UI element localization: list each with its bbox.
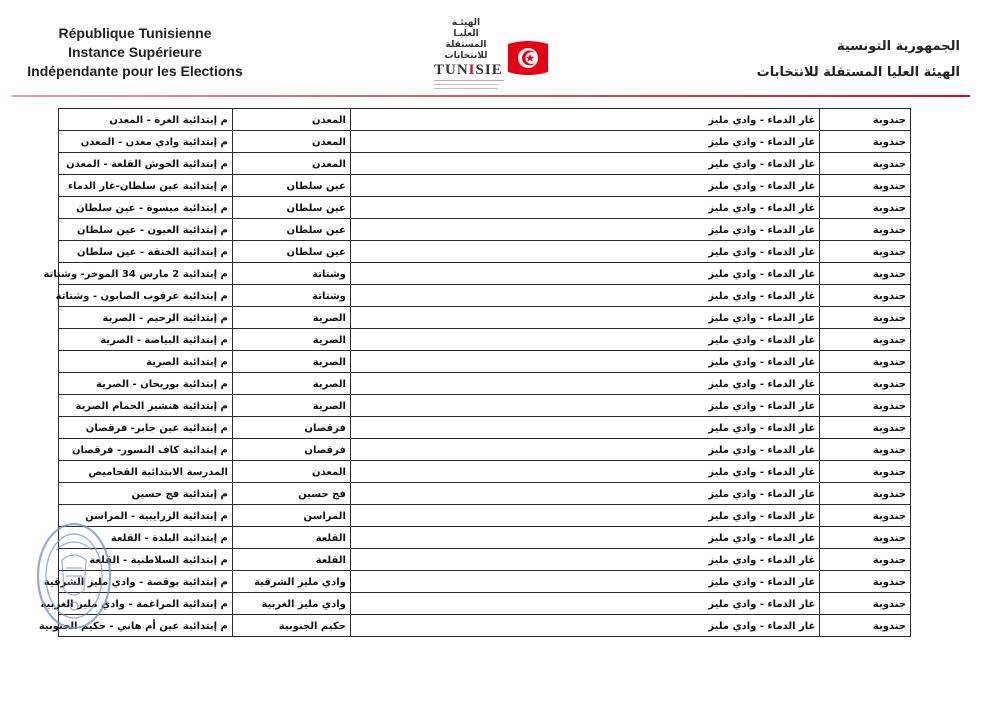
imada-cell: الصرية [232,351,350,373]
imada-cell: القلعة [232,527,350,549]
constituency-cell: غار الدماء - وادي مليز [350,395,819,417]
polling-office-cell: م إبتدائية الخنقة - عين سلطان [59,241,233,263]
constituency-cell: غار الدماء - وادي مليز [350,351,819,373]
constituency-cell: غار الدماء - وادي مليز [350,153,819,175]
imada-cell: فرقصان [232,417,350,439]
constituency-cell: غار الدماء - وادي مليز [350,593,819,615]
table-row [59,549,911,571]
constituency-cell: غار الدماء - وادي مليز [350,219,819,241]
official-stamp [34,520,114,632]
constituency-cell: غار الدماء - وادي مليز [350,373,819,395]
imada-cell: عين سلطان [232,219,350,241]
table-row [59,461,911,483]
imada-cell: فرقصان [232,439,350,461]
table-row [59,505,911,527]
governorate-cell: جندوبة [820,153,911,175]
table-row [59,571,911,593]
table-row [59,219,911,241]
table-row [59,395,911,417]
imada-cell: المعدن [232,461,350,483]
header-arabic [660,34,960,86]
polling-office-cell: م إبتدائية البلدة - القلعة [59,527,233,549]
table-row [59,131,911,153]
governorate-cell: جندوبة [820,395,911,417]
imada-cell: المعدن [232,131,350,153]
constituency-cell: غار الدماء - وادي مليز [350,175,819,197]
polling-office-cell: م إبتدائية ميسوة - عين سلطان [59,197,233,219]
imada-cell: عين سلطان [232,175,350,197]
imada-cell: حكيم الجنوبية [232,615,350,637]
table-row [59,351,911,373]
constituency-cell: غار الدماء - وادي مليز [350,527,819,549]
imada-cell: عين سلطان [232,197,350,219]
polling-office-cell: م إبتدائية الحوش القلعة - المعدن [59,153,233,175]
governorate-cell: جندوبة [820,351,911,373]
polling-office-cell: م إبتدائية عرقوب الصابون - وشتاتة [59,285,233,307]
header-ar-line1: الجمهورية التونسية [836,39,960,54]
table-row [59,373,911,395]
constituency-cell: غار الدماء - وادي مليز [350,109,819,131]
table-row [59,263,911,285]
table-body [38,109,911,637]
governorate-cell: جندوبة [820,109,911,131]
constituency-cell: غار الدماء - وادي مليز [350,615,819,637]
table-row [59,153,911,175]
polling-office-cell: م إبتدائية العيون - عين سلطان [59,219,233,241]
header-divider [12,95,970,97]
table-row [59,439,911,461]
polling-office-cell: م إبتدائية بوريحان - الصرية [59,373,233,395]
governorate-cell: جندوبة [820,483,911,505]
imada-cell: وشتاتة [232,263,350,285]
constituency-cell: غار الدماء - وادي مليز [350,549,819,571]
polling-office-cell: م إبتدائية الغرة - المعدن [59,109,233,131]
polling-office-cell: م إبتدائية الرحيم - الصرية [59,307,233,329]
table-row [59,593,911,615]
isie-logo [430,16,560,92]
table-row [59,417,911,439]
polling-office-cell: م إبتدائية 2 مارس 34 الموخر- وشتاتة [59,263,233,285]
governorate-cell: جندوبة [820,131,911,153]
polling-office-cell: المدرسة الابتدائية القحاميص [59,461,233,483]
constituency-cell: غار الدماء - وادي مليز [350,263,819,285]
constituency-cell: غار الدماء - وادي مليز [350,571,819,593]
table-row [59,109,911,131]
governorate-cell: جندوبة [820,263,911,285]
table-row [59,527,911,549]
table-row [59,197,911,219]
constituency-cell: غار الدماء - وادي مليز [350,197,819,219]
tunisia-flag-icon [504,38,552,78]
polling-office-cell: م إبتدائية بوقصة - وادي مليز الشرقية [59,571,233,593]
logo-ar-line2: العليـا [453,29,479,39]
imada-cell: المراسن [232,505,350,527]
imada-cell: المعدن [232,153,350,175]
governorate-cell: جندوبة [820,285,911,307]
imada-cell: الصرية [232,307,350,329]
polling-stations-table [38,108,911,637]
imada-cell: وادي مليز الغربية [232,593,350,615]
governorate-cell: جندوبة [820,373,911,395]
imada-cell: عين سلطان [232,241,350,263]
polling-office-cell: م إبتدائية الصرية [59,351,233,373]
header-ar-line2: الهيئة العليا المستقلة للانتخابات [756,65,960,80]
governorate-cell: جندوبة [820,307,911,329]
governorate-cell: جندوبة [820,527,911,549]
governorate-cell: جندوبة [820,219,911,241]
constituency-cell: غار الدماء - وادي مليز [350,241,819,263]
header-fr-line2: Instance Supérieure [68,44,202,60]
polling-office-cell: م إبتدائية فج حسين [59,483,233,505]
imada-cell: القلعة [232,549,350,571]
governorate-cell: جندوبة [820,505,911,527]
governorate-cell: جندوبة [820,615,911,637]
polling-office-cell: م إبتدائية وادي معدن - المعدن [59,131,233,153]
constituency-cell: غار الدماء - وادي مليز [350,483,819,505]
header-fr-line1: République Tunisienne [58,25,212,41]
table-row [59,307,911,329]
imada-cell: الصرية [232,395,350,417]
polling-office-cell: م إبتدائية عين سلطان-غار الدماء [59,175,233,197]
logo-ar-line1: الهيئـة [451,18,481,28]
table-row [59,241,911,263]
constituency-cell: غار الدماء - وادي مليز [350,417,819,439]
polling-office-cell: م إبتدائية البياضة - الصرية [59,329,233,351]
logo-brand-red: I [468,62,476,78]
logo-brand-left: TUN [434,62,469,78]
polling-office-cell: م إبتدائية عين جابر- فرقصان [59,417,233,439]
table-row [59,483,911,505]
logo-brand-right: SIE [475,62,503,78]
polling-office-cell: م إبتدائية الزرايبية - المراسن [59,505,233,527]
imada-cell: الصرية [232,373,350,395]
logo-subtitle-lines [434,80,504,91]
constituency-cell: غار الدماء - وادي مليز [350,131,819,153]
constituency-cell: غار الدماء - وادي مليز [350,439,819,461]
header-fr-line3: Indépendante pour les Elections [27,63,243,79]
constituency-cell: غار الدماء - وادي مليز [350,329,819,351]
governorate-cell: جندوبة [820,549,911,571]
governorate-cell: جندوبة [820,417,911,439]
table-row [59,175,911,197]
governorate-cell: جندوبة [820,241,911,263]
table-row [59,329,911,351]
logo-brand [434,62,503,79]
polling-office-cell: م إبتدائية السلاطنية - القلعة [59,549,233,571]
logo-ar-line3: المستقلة [445,40,487,50]
polling-office-cell: م إبتدائية كاف النسور- فرقصان [59,439,233,461]
governorate-cell: جندوبة [820,197,911,219]
governorate-cell: جندوبة [820,461,911,483]
polling-office-cell: م إبتدائية هنشير الحمام الصرية [59,395,233,417]
polling-office-cell: م إبتدائية عين أم هاني - حكيم الجنوبية [59,615,233,637]
imada-cell: وشتاتة [232,285,350,307]
constituency-cell: غار الدماء - وادي مليز [350,461,819,483]
governorate-cell: جندوبة [820,439,911,461]
imada-cell: وادي مليز الشرقية [232,571,350,593]
constituency-cell: غار الدماء - وادي مليز [350,285,819,307]
constituency-cell: غار الدماء - وادي مليز [350,505,819,527]
imada-cell: الصرية [232,329,350,351]
imada-cell: المعدن [232,109,350,131]
governorate-cell: جندوبة [820,571,911,593]
logo-arabic-text [430,18,502,62]
imada-cell: فج حسين [232,483,350,505]
header-french [20,24,250,81]
table-row [59,285,911,307]
table-row [59,615,911,637]
governorate-cell: جندوبة [820,329,911,351]
polling-office-cell: م إبتدائية المراغمة - وادي مليز الغربية [59,593,233,615]
governorate-cell: جندوبة [820,175,911,197]
constituency-cell: غار الدماء - وادي مليز [350,307,819,329]
logo-ar-line4: للانتخابات [444,51,488,61]
governorate-cell: جندوبة [820,593,911,615]
